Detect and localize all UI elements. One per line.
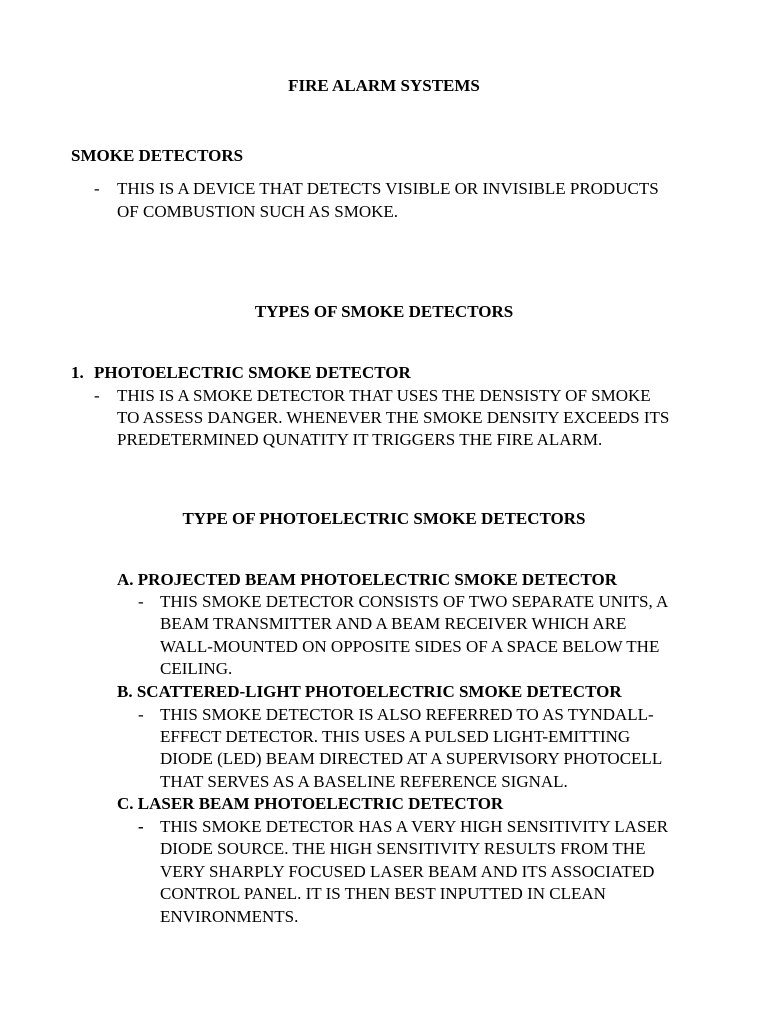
item-heading-photoelectric: PHOTOELECTRIC SMOKE DETECTOR [94,363,411,382]
bullet-line: THIS IS A SMOKE DETECTOR THAT USES THE DENSISTY OF SMOKE [117,386,651,405]
bullet-line: PREDETERMINED QUNATITY IT TRIGGERS THE FIRE ALARM. [117,430,603,449]
bullet-marker: - [138,817,144,836]
bullet-line: EFFECT DETECTOR. THIS USES A PULSED LIGHT-EMITTING [160,727,631,746]
sub-heading-projected-beam: A. PROJECTED BEAM PHOTOELECTRIC SMOKE DETECTOR [117,570,618,589]
bullet-line: THAT SERVES AS A BASELINE REFERENCE SIGNAL. [160,772,568,791]
bullet-line: BEAM TRANSMITTER AND A BEAM RECEIVER WHICH ARE [160,614,627,633]
bullet-marker: - [138,705,144,724]
section-heading-types: TYPES OF SMOKE DETECTORS [254,302,514,321]
bullet-line: THIS SMOKE DETECTOR HAS A VERY HIGH SENSITIVITY LASER [160,817,669,836]
document-title: FIRE ALARM SYSTEMS [288,76,480,95]
list-number: 1. [71,363,84,382]
bullet-line: THIS SMOKE DETECTOR CONSISTS OF TWO SEPARATE UNITS, A [160,592,669,611]
bullet-line: VERY SHARPLY FOCUSED LASER BEAM AND ITS ASSOCIATED [160,862,655,881]
sub-heading-laser-beam: C. LASER BEAM PHOTOELECTRIC DETECTOR [117,794,504,813]
bullet-line: ENVIRONMENTS. [160,907,299,926]
section-heading-photoelectric-types: TYPE OF PHOTOELECTRIC SMOKE DETECTORS [182,509,586,528]
section-heading-smoke-detectors: SMOKE DETECTORS [71,146,244,165]
bullet-line: OF COMBUSTION SUCH AS SMOKE. [117,202,399,221]
bullet-line: TO ASSESS DANGER. WHENEVER THE SMOKE DENSITY EXCEEDS ITS [117,408,670,427]
bullet-line: THIS IS A DEVICE THAT DETECTS VISIBLE OR INVISIBLE PRODUCTS [117,179,659,198]
sub-heading-scattered-light: B. SCATTERED-LIGHT PHOTOELECTRIC SMOKE DETECTOR [117,682,622,701]
bullet-marker: - [94,179,100,198]
bullet-line: DIODE SOURCE. THE HIGH SENSITIVITY RESULTS FROM THE [160,839,646,858]
bullet-line: DIODE (LED) BEAM DIRECTED AT A SUPERVISORY PHOTOCELL [160,749,663,768]
bullet-marker: - [138,592,144,611]
bullet-line: CEILING. [160,659,233,678]
bullet-line: CONTROL PANEL. IT IS THEN BEST INPUTTED IN CLEAN [160,884,606,903]
bullet-marker: - [94,386,100,405]
bullet-line: THIS SMOKE DETECTOR IS ALSO REFERRED TO AS TYNDALL- [160,705,654,724]
bullet-line: WALL-MOUNTED ON OPPOSITE SIDES OF A SPACE BELOW THE [160,637,660,656]
